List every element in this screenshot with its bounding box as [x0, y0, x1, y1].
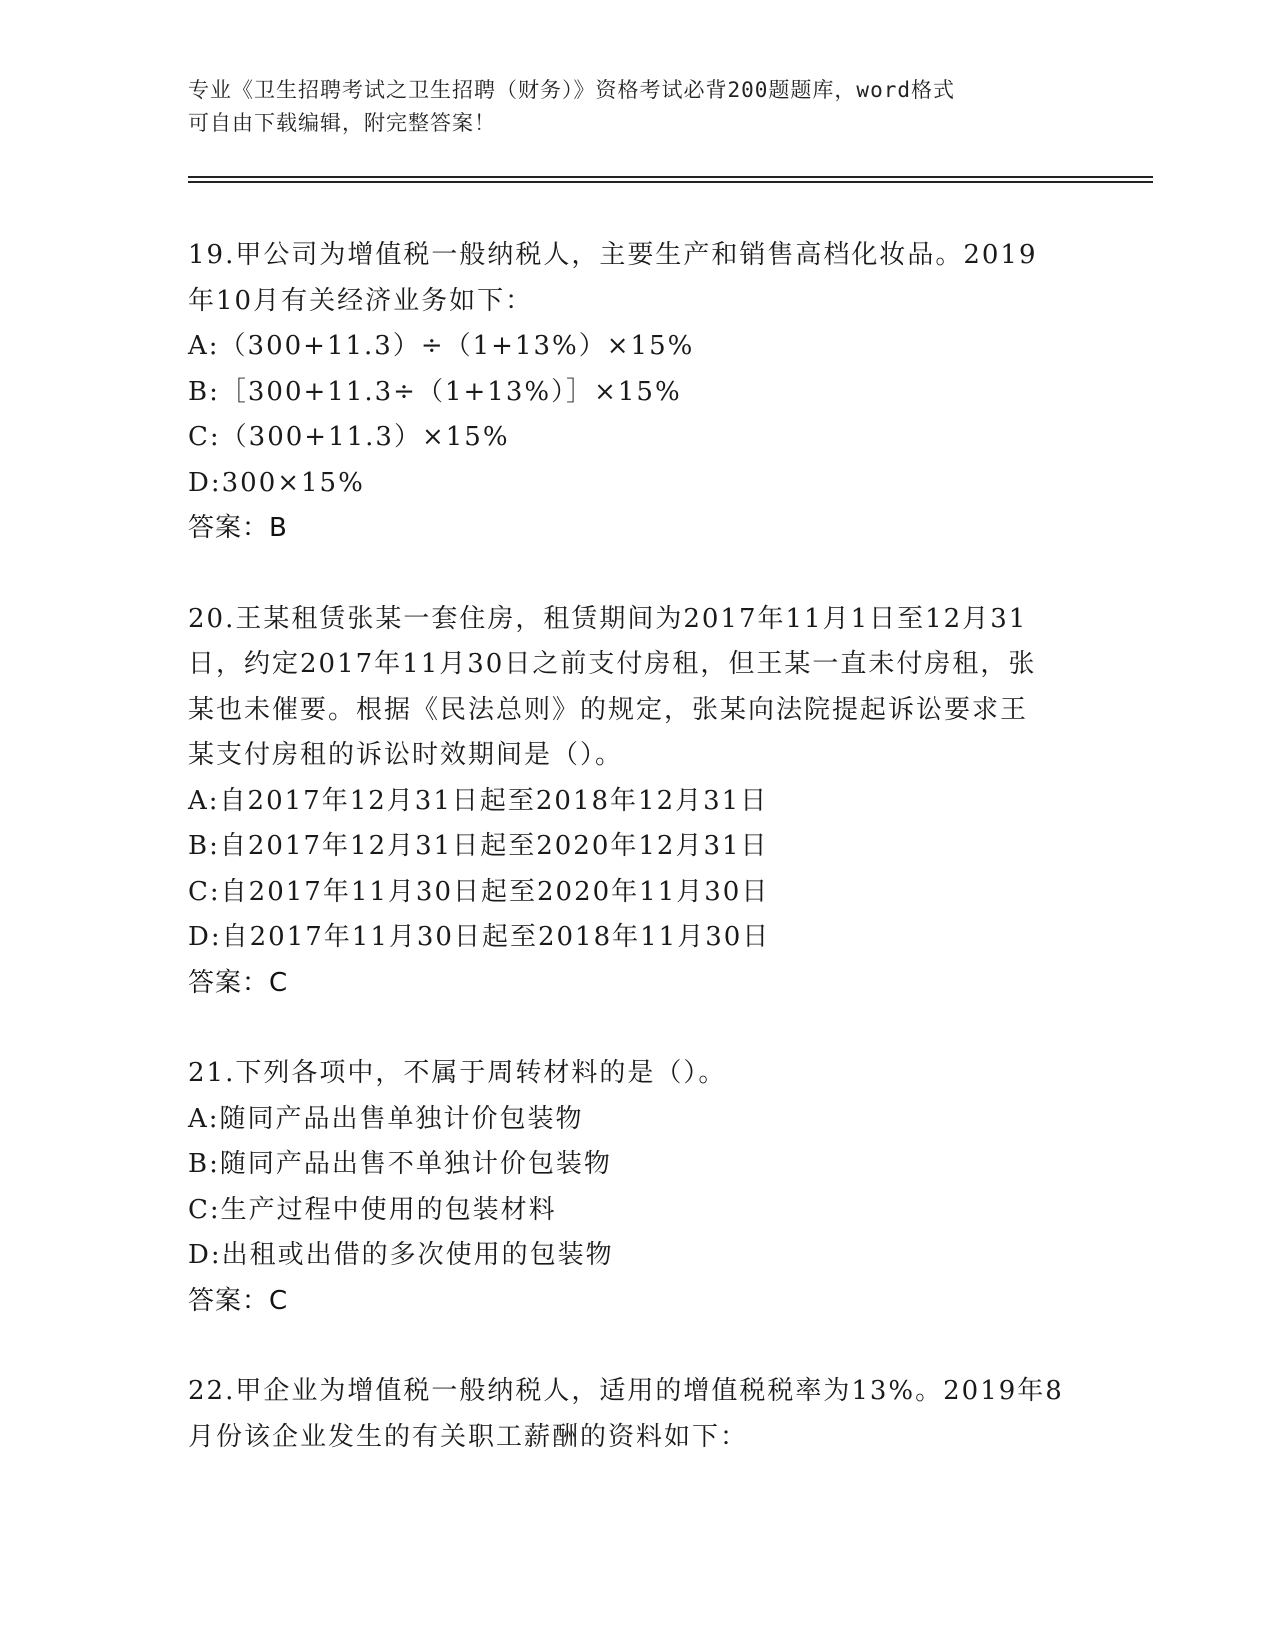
- header-line-1: 专业《卫生招聘考试之卫生招聘（财务）》资格考试必背200题题库，word格式: [188, 78, 955, 102]
- answer-label: 答案：B: [188, 513, 288, 543]
- question-20: [188, 597, 1088, 1007]
- question-stem: [188, 1051, 1088, 1097]
- question-stem-line: 21.下列各项中，不属于周转材料的是（）。: [188, 1058, 727, 1088]
- question-stem-line: 22.甲企业为增值税一般纳税人，适用的增值税税率为13%。2019年8: [188, 1376, 1064, 1406]
- option-b: B:［300+11.3÷（1+13%）］×15%: [188, 376, 682, 407]
- question-stem: [188, 1369, 1088, 1460]
- answer-label: 答案：C: [188, 967, 289, 998]
- question-stem-line: 20.王某租赁张某一套住房，租赁期间为2017年11月1日至12月31: [188, 603, 1028, 634]
- option-c: C:生产过程中使用的包装材料: [188, 1194, 557, 1225]
- option-d: D:出租或出借的多次使用的包装物: [188, 1240, 614, 1270]
- option-a: A:自2017年12月31日起至2018年12月31日: [188, 785, 769, 816]
- question-stem-line: 某支付房租的诉讼时效期间是（）。: [188, 740, 624, 770]
- question-stem: [188, 233, 1088, 324]
- document-header: [188, 74, 1068, 140]
- question-stem-line: 某也未催要。根据《民法总则》的规定，张某向法院提起诉讼要求王: [188, 694, 1029, 725]
- question-list: [188, 233, 1088, 1460]
- header-divider-top: [188, 176, 1153, 178]
- question-stem-line: 日，约定2017年11月30日之前支付房租，但王某一直未付房租，张: [188, 649, 1037, 679]
- option-c: C:自2017年11月30日起至2020年11月30日: [188, 876, 770, 907]
- answer-label: 答案：C: [188, 1285, 289, 1316]
- header-line-2: 可自由下载编辑，附完整答案！: [188, 111, 496, 135]
- question-stem-line: 月份该企业发生的有关职工薪酬的资料如下：: [188, 1421, 749, 1452]
- question-stem-line: 19.甲公司为增值税一般纳税人，主要生产和销售高档化妆品。2019: [188, 240, 1038, 270]
- question-19: [188, 233, 1088, 552]
- option-a: A:随同产品出售单独计价包装物: [188, 1103, 584, 1134]
- option-d: D:300×15%: [188, 467, 365, 498]
- question-stem: [188, 597, 1088, 779]
- question-22: [188, 1369, 1088, 1460]
- question-stem-line: 年10月有关经济业务如下：: [188, 285, 534, 316]
- header-divider-bottom: [188, 181, 1153, 183]
- question-21: [188, 1051, 1088, 1324]
- option-b: B:随同产品出售不单独计价包装物: [188, 1149, 612, 1179]
- option-d: D:自2017年11月30日起至2018年11月30日: [188, 922, 771, 952]
- option-a: A:（300+11.3）÷（1+13%）×15%: [188, 331, 695, 361]
- option-b: B:自2017年12月31日起至2020年12月31日: [188, 831, 769, 861]
- option-c: C:（300+11.3）×15%: [188, 422, 510, 452]
